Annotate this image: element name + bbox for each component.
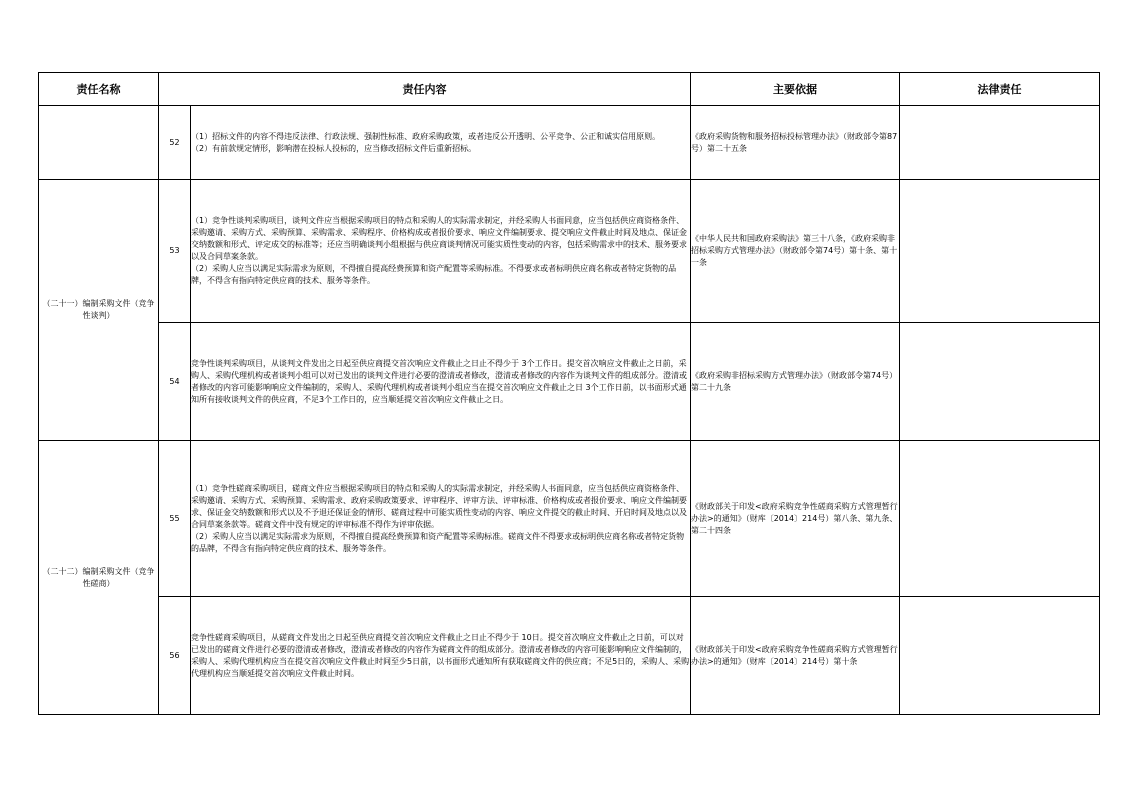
header-responsibility-content: 责任内容 <box>159 73 691 106</box>
table-row <box>39 323 1100 441</box>
item-number: 56 <box>159 597 191 715</box>
content-text: （1）竞争性谈判采购项目，谈判文件应当根据采购项目的特点和采购人的实际需求制定，并经采购人书面同意，应当包括供应商资格条件、采购邀请、采购方式、采购预算、采购需求、采购程序、价格构成或者报价要求、响应文件编制要求、提交响应文件截止时间及地点、保证金交纳数额和形式、评定成交的标准等；还应当明确谈判小组根据与供应商谈判情况可能实质性变动的内容，包括采购需求中的技术、服务要求以及合同草案条款。 （2）采购人应当以满足实际需求为原则，不得擅自提高经费预算和资产配置等采购标准。不得要求或者标明供应商名称或者特定货物的品牌，不得含有指向特定供应商的技术、服务等条件。 <box>191 216 687 285</box>
basis-text: 《中华人民共和国政府采购法》第三十八条，《政府采购非招标采购方式管理办法》（财政部令第74号）第十条、第十一条 <box>691 234 898 267</box>
content-text: （1）招标文件的内容不得违反法律、行政法规、强制性标准、政府采购政策，或者违反公开透明、公平竞争、公正和诚实信用原则。 （2）有前款规定情形，影响潜在投标人投标的，应当修改招标文件后重新招标。 <box>191 131 661 153</box>
item-number: 55 <box>159 441 191 597</box>
basis-cell <box>691 106 900 180</box>
header-legal-liability: 法律责任 <box>900 73 1100 106</box>
content-cell <box>191 323 691 441</box>
content-text: 竞争性谈判采购项目，从谈判文件发出之日起至供应商提交首次响应文件截止之日止不得少于 3个工作日。提交首次响应文件截止之日前，采购人、采购代理机构或者谈判小组可以对已发出的谈判文件进行必要的澄清或者修改，澄清或者修改的内容作为谈判文件的组成部分。澄清或者修改的内容可能影响响应文件编制的，采购人、采购代理机构或者谈判小组应当在提交首次响应文件截止之日 3个工作日前，以书面形式通知所有接收谈判文件的供应商，不足3个工作日的，应当顺延提交首次响应文件截止之日。 <box>191 358 687 404</box>
content-cell <box>191 106 691 180</box>
liability-cell <box>900 323 1100 441</box>
header-row <box>39 73 1100 106</box>
table-row <box>39 441 1100 597</box>
table-row <box>39 180 1100 323</box>
item-number: 53 <box>159 180 191 323</box>
liability-cell <box>900 441 1100 597</box>
basis-cell <box>691 441 900 597</box>
category-cell <box>39 106 159 180</box>
basis-cell <box>691 597 900 715</box>
content-cell <box>191 180 691 323</box>
liability-cell <box>900 106 1100 180</box>
header-main-basis: 主要依据 <box>691 73 900 106</box>
content-cell <box>191 597 691 715</box>
basis-text: 《政府采购货物和服务招标投标管理办法》（财政部令第87号）第二十五条 <box>691 131 898 153</box>
category-cell: （二十二）编制采购文件（竞争性磋商） <box>39 441 159 715</box>
liability-cell <box>900 597 1100 715</box>
item-number: 52 <box>159 106 191 180</box>
basis-text: 《财政部关于印发<政府采购竞争性磋商采购方式管理暂行办法>的通知》（财库〔2014〕214号）第八条、第九条、第二十四条 <box>691 501 898 535</box>
content-text: （1）竞争性磋商采购项目，磋商文件应当根据采购项目的特点和采购人的实际需求制定，并经采购人书面同意，应当包括供应商资格条件、采购邀请、采购方式、采购预算、采购需求、政府采购政策要求、评审程序、评审方法、评审标准、价格构成或者报价要求、响应文件编制要求、保证金交纳数额和形式以及不予退还保证金的情形、磋商过程中可能实质性变动的内容、响应文件提交的截止时间、开启时间及地点以及合同草案条款等。磋商文件中没有规定的评审标准不得作为评审依据。 （2）采购人应当以满足实际需求为原则，不得擅自提高经费预算和资产配置等采购标准。磋商文件不得要求或标明供应商名称或者特定货物的品牌，不得含有指向特定供应商的技术、服务等条件。 <box>191 483 687 553</box>
content-text: 竞争性磋商采购项目，从磋商文件发出之日起至供应商提交首次响应文件截止之日止不得少于 10日。提交首次响应文件截止之日前，可以对已发出的磋商文件进行必要的澄清或者修改，澄清或者修改的内容作为磋商文件的组成部分。澄清或者修改的内容可能影响响应文件编制的，采购人、采购代理机构应当在提交首次响应文件截止时间至少5日前，以书面形式通知所有获取磋商文件的供应商；不足5日的，采购人、采购代理机构应当顺延提交首次响应文件截止时间。 <box>191 632 690 678</box>
basis-cell <box>691 323 900 441</box>
table-row <box>39 597 1100 715</box>
basis-text: 《财政部关于印发<政府采购竞争性磋商采购方式管理暂行办法>的通知》（财库〔2014〕214号）第十条 <box>691 644 898 666</box>
item-number: 54 <box>159 323 191 441</box>
liability-cell <box>900 180 1100 323</box>
content-cell <box>191 441 691 597</box>
category-cell: （二十一）编制采购文件（竞争性谈判） <box>39 180 159 441</box>
table-row <box>39 106 1100 180</box>
basis-cell <box>691 180 900 323</box>
header-responsibility-name: 责任名称 <box>39 73 159 106</box>
basis-text: 《政府采购非招标采购方式管理办法》（财政部令第74号）第二十九条 <box>691 370 898 392</box>
responsibility-table <box>38 72 1100 715</box>
